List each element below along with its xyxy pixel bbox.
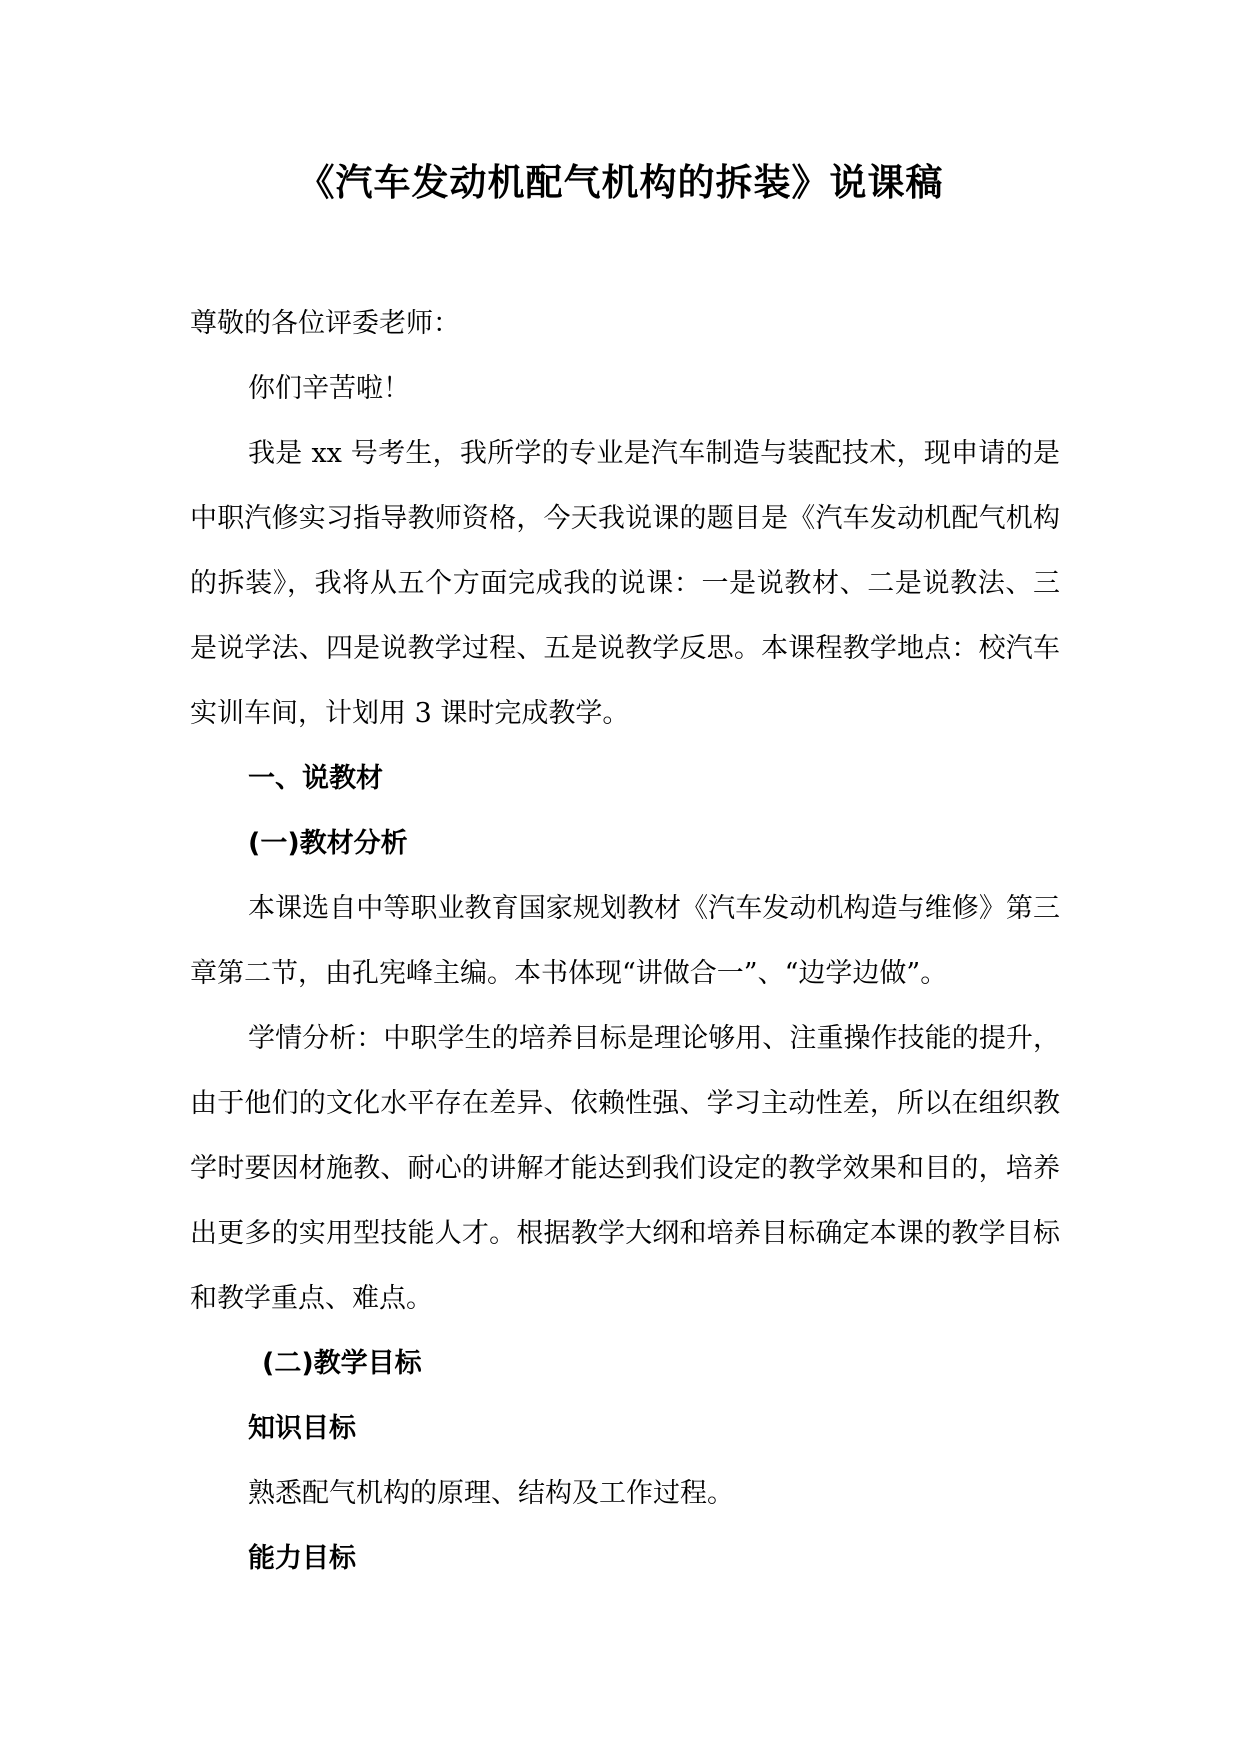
document-title: 《汽车发动机配气机构的拆装》说课稿: [297, 161, 944, 204]
intro-paragraph: 我是 xx 号考生，我所学的专业是汽车制造与装配技术，现申请的是中职汽修实习指导教师资格，今天我说课的题目是《汽车发动机配气机构的拆装》，我将从五个方面完成我的说课：一是说教材、二是说教法、三是说学法、四是说教学过程、五是说教学反思。本课程教学地点：校汽车实训车间，计划用 3 课时完成教学。: [190, 438, 1060, 729]
salutation: 尊敬的各位评委老师：: [190, 308, 460, 339]
textbook-paragraph: 本课选自中等职业教育国家规划教材《汽车发动机构造与维修》第三章第二节，由孔宪峰主编。本书体现“讲做合一”、“边学边做”。: [190, 893, 1060, 989]
section-heading-textbook: 一、说教材: [248, 763, 383, 794]
ability-goal-heading: 能力目标: [248, 1543, 356, 1574]
student-analysis-paragraph: 学情分析：中职学生的培养目标是理论够用、注重操作技能的提升，由于他们的文化水平存在差异、依赖性强、学习主动性差，所以在组织教学时要因材施教、耐心的讲解才能达到我们设定的教学效果和目的，培养出更多的实用型技能人才。根据教学大纲和培养目标确定本课的教学目标和教学重点、难点。: [190, 1023, 1060, 1314]
subsection-heading-teaching-goals: (二)教学目标: [262, 1348, 422, 1379]
greeting: 你们辛苦啦！: [248, 373, 410, 404]
document-body: [190, 291, 1060, 1591]
knowledge-goal-text: 熟悉配气机构的原理、结构及工作过程。: [248, 1478, 734, 1509]
subsection-heading-textbook-analysis: (一)教材分析: [248, 828, 408, 859]
knowledge-goal-heading: 知识目标: [248, 1413, 356, 1444]
